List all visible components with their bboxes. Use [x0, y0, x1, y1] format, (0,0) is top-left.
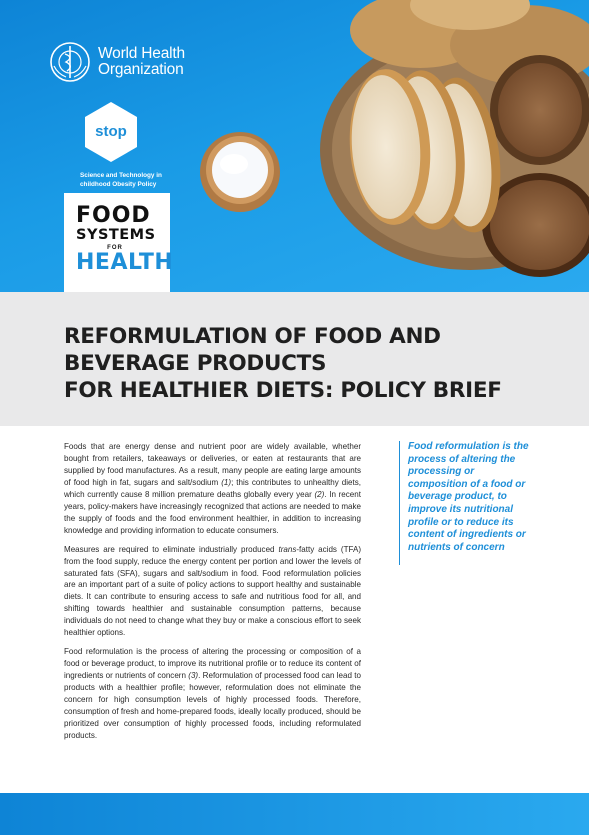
body-text: [64, 441, 361, 749]
fsh-food: FOOD: [76, 203, 151, 228]
paragraph-2: [64, 544, 361, 640]
fsh-for: FOR: [107, 245, 123, 251]
stop-caption-line1: Science and Technology in: [80, 172, 162, 179]
title-line1: REFORMULATION OF FOOD AND: [64, 324, 441, 349]
p1-text-c: . In recent years, policy-makers have increasingly recognized that actions are needed to make the supply of foods and the food environment healthier, in addition to increasing knowledge and providing information to educate consumers.: [64, 489, 361, 535]
title-line2: BEVERAGE PRODUCTS: [64, 351, 327, 376]
who-logo: [48, 40, 185, 84]
p2-text-b: -fatty acids (TFA) from the food supply, reduce the energy content per portion and lower the levels of saturated fats (SFA), sugars and salt/sodium in food. Food reformulation policies are an important part of a suite of policy actions to support healthy and sustainable diets. It can contribute to ensuring access to safe and nutritious food for all, and shifting towards healthier and sustainable consumption patterns, because individuals do not need to change what they buy or make a conscious effort to seek healthier options.: [64, 544, 361, 638]
who-line2: Organization: [98, 61, 184, 78]
fsh-systems: SYSTEMS: [76, 227, 156, 243]
p1-ref-2: (2): [314, 489, 325, 499]
p3-ref: (3): [188, 671, 199, 681]
who-wordmark: [98, 46, 185, 78]
p1-ref-1: (1): [221, 477, 232, 487]
p1-text-a: Foods that are energy dense and nutrient poor are widely available, whether bought from retailers, takeaways or deliveries, or eaten at restaurants that are supplied by food manufactures. As a result, many people are eating large amounts of food high in fat, sugars and salt/sodium: [64, 442, 361, 487]
fsh-health: HEALTH: [76, 250, 174, 275]
stop-caption-line2: childhood Obesity Policy: [80, 180, 157, 188]
stop-logo: [80, 100, 210, 189]
paragraph-1: [64, 441, 361, 537]
stop-hexagon-icon: [82, 100, 140, 164]
food-systems-for-health-logo: [64, 193, 174, 292]
p3-text-a: Food reformulation is the process of altering the processing or composition of a food or beverage product, to improve its nutritional profile or to reduce its content of ingredients or nutrients of concern: [64, 647, 361, 681]
p2-text-a: Measures are required to eliminate industrially produced: [64, 544, 279, 554]
hero-banner: [0, 0, 589, 292]
stop-hex-label: stop: [95, 123, 127, 140]
who-line1: World Health: [98, 45, 185, 62]
p2-trans: trans: [278, 544, 297, 554]
side-quote-rule: [399, 441, 400, 565]
p3-text-b: . Reformulation of processed food can lead to products with a healthier profile; however, reformulation does not eliminate the concern for high consumption levels of highly processed foods. Therefore, consumption of fresh and home-prepared foods, ideally locally produced, should be prioritized over consumption of highly processed foods, including reformulated products.: [64, 671, 361, 740]
footer-band: [0, 793, 589, 835]
who-emblem-icon: [48, 40, 92, 84]
stop-caption: [80, 172, 210, 189]
page-title: [64, 323, 502, 404]
paragraph-3: [64, 646, 361, 742]
side-quote: Food reformulation is the process of altering the processing or composition of a food or beverage product, to improve its nutritional profile or to reduce its content of ingredients or nutrients of concern: [408, 441, 529, 553]
title-line3: FOR HEALTHIER DIETS: POLICY BRIEF: [64, 378, 502, 403]
p1-text-b: ; this contributes to unhealthy diets, which currently cause 8 million premature deaths globally every year: [64, 477, 361, 499]
